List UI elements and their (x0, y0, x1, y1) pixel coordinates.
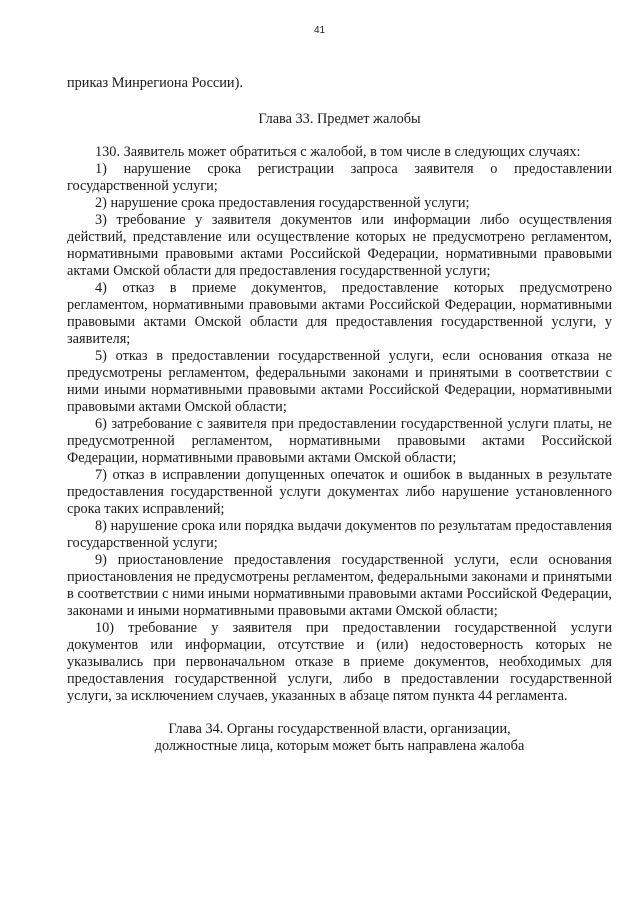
list-item-5: 5) отказ в предоставлении государственной услуги, если основания отказа не предусмотрены регламентом, федеральными законами и принятыми в соответствии с ними иными нормативными правовыми актами Российской Федерации, нормативными правовыми актами Омской области; (67, 348, 612, 415)
page-number: 41 (313, 25, 326, 36)
list-item-10: 10) требование у заявителя при предоставлении государственной услуги документов или информации, отсутствие и (или) недостоверность которых не указывались при первоначальном отказе в приеме документов, необходимых для предоставления государственной услуги, либо в предоставлении государственной услуги, за исключением случаев, указанных в абзаце пятом пункта 44 регламента. (67, 620, 612, 704)
list-item-9: 9) приостановление предоставления государственной услуги, если основания приостановления не предусмотрены регламентом, федеральными законами и принятыми в соответствии с ними иными нормативными правовыми актами Российской Федерации, законами и иными нормативными правовыми актами Омской области; (67, 552, 612, 619)
chapter-33-heading: Глава 33. Предмет жалобы (258, 111, 421, 127)
list-item-8: 8) нарушение срока или порядка выдачи документов по результатам предоставления государственной услуги; (67, 518, 612, 551)
list-item-2: 2) нарушение срока предоставления государственной услуги; (95, 195, 470, 211)
list-item-6: 6) затребование с заявителя при предоставлении государственной услуги платы, не предусмотренной регламентом, нормативными правовыми актами Российской Федерации, нормативными правовыми актами Омской области; (67, 416, 612, 466)
list-item-1: 1) нарушение срока регистрации запроса заявителя о предоставлении государственной услуги; (67, 161, 612, 194)
intro-text: приказ Минрегиона России). (67, 75, 243, 91)
document-body (67, 75, 612, 755)
chapter-34-heading-line-2: должностные лица, которым может быть направлена жалоба (154, 738, 525, 754)
list-item-7: 7) отказ в исправлении допущенных опечаток и ошибок в выданных в результате предоставления государственной услуги документах либо нарушение установленного срока таких исправлений; (67, 467, 612, 517)
list-item-4: 4) отказ в приеме документов, предоставление которых предусмотрено регламентом, нормативными правовыми актами Российской Федерации, нормативными правовыми актами Омской области для предоставления государственной услуги, у заявителя; (67, 280, 612, 347)
paragraph-130: 130. Заявитель может обратиться с жалобой, в том числе в следующих случаях: (95, 144, 581, 160)
chapter-34-heading-line-1: Глава 34. Органы государственной власти, организации, (168, 721, 511, 737)
chapter-34-heading (67, 721, 612, 755)
list-item-3: 3) требование у заявителя документов или информации либо осуществления действий, представление или осуществление которых не предусмотрено регламентом, нормативными правовыми актами Российской Федерации, нормативными правовыми актами Омской области для предоставления государственной услуги; (67, 212, 612, 279)
